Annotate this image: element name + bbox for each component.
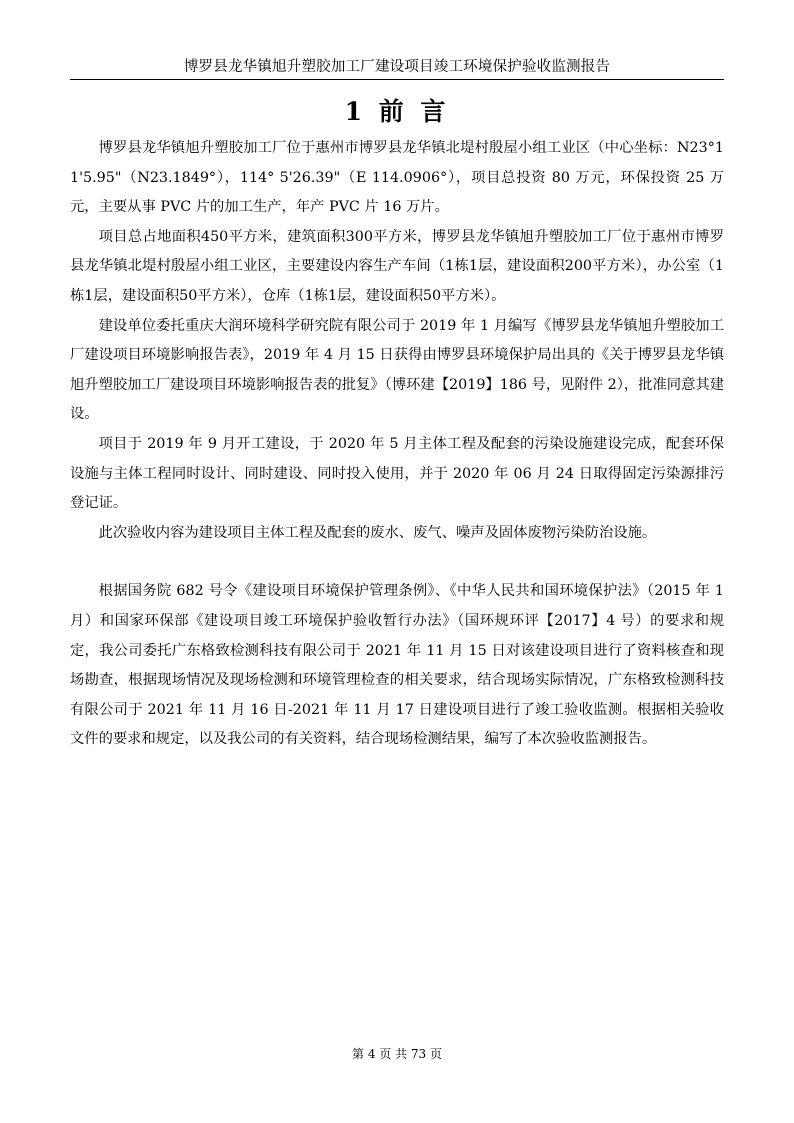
section-title: 1 前 言	[344, 97, 450, 126]
header-divider	[70, 79, 724, 80]
body-text	[70, 134, 724, 755]
paragraph-area: 项目总占地面积450平方米，建筑面积300平方米，博罗县龙华镇旭升塑胶加工厂位于惠州市博罗县龙华镇北堤村殷屋小组工业区，主要建设内容生产车间（1栋1层，建设面积200平方米），办公室（1栋1层，建设面积50平方米），仓库（1栋1层，建设面积50平方米）。	[70, 228, 724, 304]
paragraph-construction: 项目于 2019 年 9 月开工建设，于 2020 年 5 月主体工程及配套的污染设施建设完成，配套环保设施与主体工程同时设计、同时建设、同时投入使用，并于 2020 年 06 月 24 日取得固定污染源排污登记证。	[70, 435, 724, 512]
page-header: 博罗县龙华镇旭升塑胶加工厂建设项目竣工环境保护验收监测报告	[183, 59, 611, 75]
paragraph-basis: 根据国务院 682 号令《建设项目环境保护管理条例》、《中华人民共和国环境保护法》（2015 年 1 月）和国家环保部《建设项目竣工环境保护验收暂行办法》（国环规环评【2017】4 号）的要求和规定，我公司委托广东格致检测科技有限公司于 2021 年 11 月 15 日对该建设项目进行了资料核查和现场勘查，根据现场情况及现场检测和环境管理检查的相关要求，结合现场实际情况，广东格致检测科技有限公司于 2021 年 11 月 16 日-2021 年 11 月 17 日建设项目进行了竣工验收监测。根据相关验收文件的要求和规定，以及我公司的有关资料，结合现场检测结果，编写了本次验收监测报告。	[70, 583, 724, 748]
paragraph-location: 博罗县龙华镇旭升塑胶加工厂位于惠州市博罗县龙华镇北堤村殷屋小组工业区（中心坐标：N23°11'5.95"（N23.1849°），114° 5'26.39"（E 114.0906°），项目总投资 80 万元，环保投资 25 万元，主要从事 PVC 片的加工生产，年产 PVC 片 16 万片。	[70, 140, 724, 216]
paragraph-eia: 建设单位委托重庆大润环境科学研究院有限公司于 2019 年 1 月编写《博罗县龙华镇旭升塑胶加工厂建设项目环境影响报告表》，2019 年 4 月 15 日获得由博罗县环境保护局出具的《关于博罗县龙华镇旭升塑胶加工厂建设项目环境影响报告表的批复》（博环建【2019】186 号，见附件 2），批准同意其建设。	[70, 317, 724, 423]
paragraph-scope: 此次验收内容为建设项目主体工程及配套的废水、废气、噪声及固体废物污染防治设施。	[98, 524, 657, 541]
page-number: 第 4 页 共 73 页	[352, 1047, 442, 1061]
